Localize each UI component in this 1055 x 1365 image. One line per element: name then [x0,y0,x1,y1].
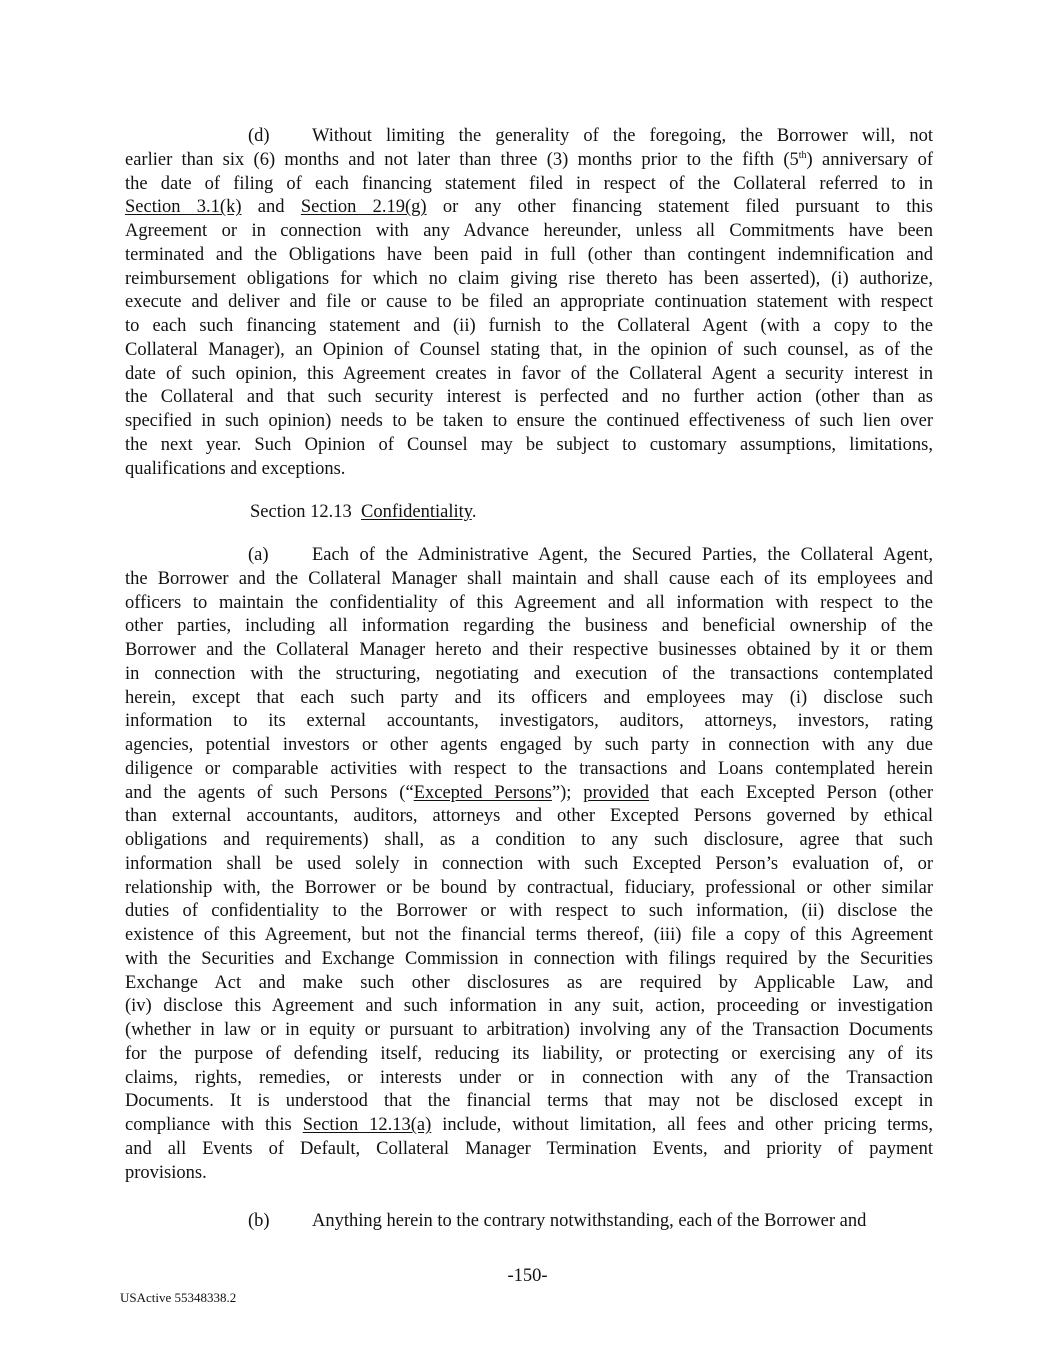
text-segment: compliance with this [125,1115,303,1135]
text-line [125,782,933,806]
paragraph-b [125,1210,933,1234]
text-line [125,853,933,877]
text-segment: Agreement or in connection with any Advance hereunder, unless all Commitments have been [125,221,933,241]
text-segment: Borrower and the Collateral Manager hereto and their respective businesses obtained by it or them [125,640,933,660]
text-line [125,972,933,996]
document-id-footer: USActive 55348338.2 [120,1290,237,1305]
text-line [125,458,933,482]
text-line [125,339,933,363]
text-segment: for the purpose of defending itself, reducing its liability, or protecting or exercising any of its [125,1043,933,1064]
text-line [125,1067,933,1091]
section-heading [250,502,476,523]
text-segment: in connection with the structuring, negotiating and execution of the transactions contemplated [125,663,933,684]
text-line [125,758,933,782]
text-line [125,125,933,149]
text-segment: Each of the Administrative Agent, the Secured Parties, the Collateral Agent, [312,545,933,565]
text-line [125,544,933,568]
text-segment: that each Excepted Person (other [648,782,934,803]
section-title: Confidentiality [361,502,472,522]
text-segment: include, without limitation, all fees and other pricing terms, [431,1115,934,1135]
text-segment: obligations and requirements) shall, as a condition to any such disclosure, agree that such [125,830,933,850]
text-segment: Without limiting the generality of the foregoing, the Borrower will, not [312,126,933,146]
paragraph-d [125,125,933,481]
text-segment: execute and deliver and file or cause to be filed an appropriate continuation statement with respect [125,292,933,313]
text-segment: th [798,149,807,161]
text-segment: and all Events of Default, Collateral Manager Termination Events, and priority of payment [125,1138,933,1159]
section-number: Section 12.13 [250,502,352,522]
text-segment: and [241,197,301,218]
text-line [125,434,933,458]
text-line [125,615,933,639]
text-line [125,995,933,1019]
text-segment: existence of this Agreement, but not the financial terms thereof, (iii) file a copy of this Agreement [125,925,933,945]
text-segment: officers to maintain the confidentiality of this Agreement and all information with respect to the [125,592,933,613]
text-line [125,220,933,244]
paragraph-label: (d) [248,126,270,146]
text-line [125,687,933,711]
text-segment: qualifications and exceptions. [125,458,346,479]
text-segment: provisions. [125,1162,207,1183]
text-segment: the next year. Such Opinion of Counsel may be subject to customary assumptions, limitations, [125,434,933,455]
text-line [125,592,933,616]
text-segment: with the Securities and Exchange Commission in connection with filings required by the Securities [125,948,933,969]
text-segment: Collateral Manager), an Opinion of Counsel stating that, in the opinion of such counsel, as of the [125,339,933,360]
text-line [125,1019,933,1043]
text-line [125,1090,933,1114]
text-segment: duties of confidentiality to the Borrower or with respect to such information, (ii) disclose the [125,901,933,922]
text-segment: agencies, potential investors or other agents engaged by such party in connection with any due [125,735,933,755]
text-segment: or any other financing statement filed pursuant to this [426,197,934,218]
text-segment: specified in such opinion) needs to be taken to ensure the continued effectiveness of such lien over [125,411,933,431]
text-segment: (whether in law or in equity or pursuant to arbitration) involving any of the Transaction Documents [125,1020,933,1040]
text-line [125,924,933,948]
text-line [125,710,933,734]
text-line [125,1162,933,1186]
text-line [125,244,933,268]
section-period: . [471,502,477,522]
text-line [125,1114,933,1138]
text-segment: Documents. It is understood that the financial terms that may not be disclosed except in [125,1091,933,1112]
text-line [125,1138,933,1162]
cross-reference: Section 3.1(k) [125,197,242,218]
text-line [125,639,933,663]
cross-reference: Section 12.13(a) [302,1115,432,1135]
text-line [125,900,933,924]
text-line [125,410,933,434]
text-segment: and the agents of such Persons (“ [125,782,414,803]
text-segment: relationship with, the Borrower or be bound by contractual, fiduciary, professional or other similar [125,877,933,898]
text-line [125,1210,933,1234]
cross-reference: Excepted Persons [413,782,552,803]
text-line [125,149,933,173]
text-segment: (iv) disclose this Agreement and such information in any suit, action, proceeding or investigation [125,996,933,1017]
text-segment: Exchange Act and make such other disclosures as are required by Applicable Law, and [125,972,933,993]
text-segment: information shall be used solely in connection with such Excepted Person’s evaluation of, or [125,853,933,874]
text-segment: diligence or comparable activities with respect to the transactions and Loans contemplated herein [125,758,933,779]
paragraph-a [125,544,933,1185]
text-line [125,568,933,592]
text-line [125,1043,933,1067]
text-segment: than external accountants, auditors, attorneys and other Excepted Persons governed by ethical [125,806,933,827]
text-segment: the Collateral and that such security interest is perfected and no further action (other than as [125,387,933,408]
text-segment: information to its external accountants, investigators, auditors, attorneys, investors, rating [125,711,933,732]
text-segment: claims, rights, remedies, or interests under or in connection with any of the Transaction [125,1067,933,1088]
text-line [125,386,933,410]
text-segment: terminated and the Obligations have been paid in full (other than contingent indemnification and [125,244,933,265]
text-segment: herein, except that each such party and its officers and employees may (i) disclose such [125,687,933,708]
text-line [125,829,933,853]
text-segment: Anything herein to the contrary notwithstanding, each of the Borrower and [312,1211,867,1231]
text-line [125,291,933,315]
page-number: -150- [507,1266,548,1286]
text-segment: earlier than six (6) months and not later than three (3) months prior to the fifth (5 [125,149,799,170]
cross-reference: Section 2.19(g) [300,197,427,218]
text-line [125,268,933,292]
text-line [125,196,933,220]
text-segment: ) anniversary of [806,149,933,170]
text-segment: date of such opinion, this Agreement creates in favor of the Collateral Agent a security interest in [125,363,933,384]
text-segment: ”); [551,782,584,803]
text-segment: the date of filing of each financing statement filed in respect of the Collateral referred to in [125,173,933,194]
paragraph-label: (a) [248,545,269,565]
text-line [125,315,933,339]
text-line [125,877,933,901]
text-line [125,734,933,758]
text-line [125,948,933,972]
text-segment: to each such financing statement and (ii) furnish to the Collateral Agent (with a copy to the [125,316,933,336]
cross-reference: provided [583,782,649,803]
text-segment: the Borrower and the Collateral Manager shall maintain and shall cause each of its employees and [125,568,933,589]
paragraph-label: (b) [248,1211,270,1231]
text-line [125,805,933,829]
text-segment: reimbursement obligations for which no claim giving rise thereto has been asserted), (i) authorize, [125,268,933,289]
text-line [125,173,933,197]
text-segment: other parties, including all information regarding the business and beneficial ownership of the [125,616,933,637]
text-line [125,363,933,387]
text-line [125,663,933,687]
